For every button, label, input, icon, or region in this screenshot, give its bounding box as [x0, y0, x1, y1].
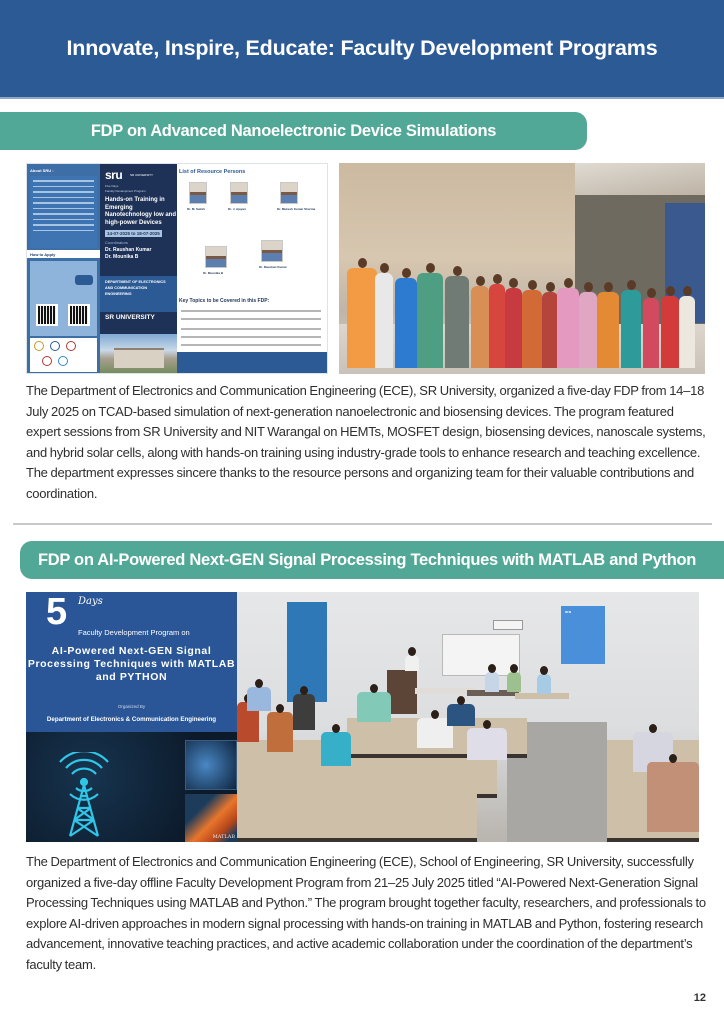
about-label: About SRU : [30, 168, 54, 173]
section-heading-signal-processing: FDP on AI-Powered Next-GEN Signal Processing Techniques with MATLAB and Python [20, 541, 724, 579]
qr-code-icon [36, 304, 58, 326]
fdp-poster-image [26, 592, 237, 842]
fdp-brochure-image [26, 163, 328, 374]
group-photo [339, 163, 705, 374]
section-description: The Department of Electronics and Communication Engineering (ECE), School of Engineering, SR University, successfully organized a five-day offline Faculty Development Program from 21–25 July 2025 titled “AI-Powered Next-Generation Signal Processing Techniques using MATLAB and Python.” The program brought together faculty, researchers, and professionals to explore AI-driven approaches in modern signal processing with hands-on training in MATLAB and Python, fostering research advancement, innovative teaching practices, and active academic collaboration under the coordination of the department’s faculty team. [26, 854, 706, 972]
campus-building-image [100, 334, 177, 374]
topics-title: Key Topics to be Covered in this FDP: [179, 298, 270, 304]
section-divider [13, 523, 712, 525]
brochure-about-panel [27, 164, 100, 374]
days-label: Five Days [105, 184, 119, 188]
brochure-dates: 14-07-2025 to 18-07-2025 [107, 231, 160, 236]
about-text-block [30, 176, 97, 248]
page-title: Innovate, Inspire, Educate: Faculty Development Programs [66, 36, 658, 60]
how-to-apply-label: How to Apply [27, 250, 100, 258]
page-number: 12 [693, 992, 706, 1004]
resource-persons-title: List of Resource Persons [179, 169, 246, 175]
brochure-title: Hands-on Training in Emerging Nanotechnology low and high-power Devices [105, 197, 177, 226]
brochure-cover-panel [100, 164, 177, 374]
python-graphic [185, 740, 237, 790]
person-photo [261, 240, 283, 262]
signal-tower-icon [54, 752, 114, 837]
person-photo [230, 182, 248, 204]
person-photo [189, 182, 207, 204]
organized-by-label: Organized By [117, 704, 146, 709]
section-description: The Department of Electronics and Communication Engineering (ECE), SR University, organized a five-day FDP from 14–18 July 2025 on TCAD-based simulation of next-generation nanoelectronic and biosensing devices. The program featured expert sessions from SR University and NIT Warangal on HEMTs, MOSFET design, biosensing devices, nanoscale systems, and hybrid solar cells, along with hands-on training using industry-grade tools to enhance research and teaching excellence. The department expresses sincere thanks to the resource persons and organizing team for their valuable contributions and coordination. [26, 383, 706, 501]
registration-block [30, 261, 97, 336]
classroom-photo: sru [237, 592, 699, 842]
poster-title: AI-Powered Next-GEN Signal Processing Techniques with MATLAB and PYTHON [27, 645, 236, 683]
days-word: Days [78, 596, 103, 607]
days-number: 5 [46, 592, 68, 633]
poster-department: Department of Electronics & Communication Engineering [46, 716, 217, 723]
accreditation-logos [30, 338, 97, 372]
program-label: Faculty Development Program [105, 189, 146, 193]
department-label: DEPARTMENT OF ELECTRONICS AND COMMUNICATION ENGINEERING [100, 276, 177, 312]
university-name: SR UNIVERSITY [105, 314, 155, 321]
coordinators-label: Coordinators [105, 240, 128, 245]
poster-subtitle: Faculty Development Program on [78, 628, 190, 637]
contact-bar [177, 352, 328, 374]
person-photo [205, 246, 227, 268]
person-photo [280, 182, 298, 204]
brand-sub: SR UNIVERSITY [130, 173, 154, 177]
section-heading-nanoelectronic: FDP on Advanced Nanoelectronic Device Simulations [0, 112, 587, 150]
resource-persons-panel: List of Resource Persons Dr. M. Satish Dr. J. Ajayan Dr. Mukesh Kumar Sharma Dr. Mounika B Dr. Raushan Kumar Key Topics to be Covered in this FDP: [177, 164, 328, 374]
poster-graphic [26, 732, 237, 842]
sru-logo: sru [105, 168, 123, 182]
fee-badge [75, 275, 93, 285]
coordinator-names: Dr. Raushan Kumar Dr. Mounika B [105, 247, 152, 260]
qr-code-icon [68, 304, 90, 326]
matlab-graphic: MATLAB [185, 794, 237, 842]
page-header [0, 0, 724, 99]
